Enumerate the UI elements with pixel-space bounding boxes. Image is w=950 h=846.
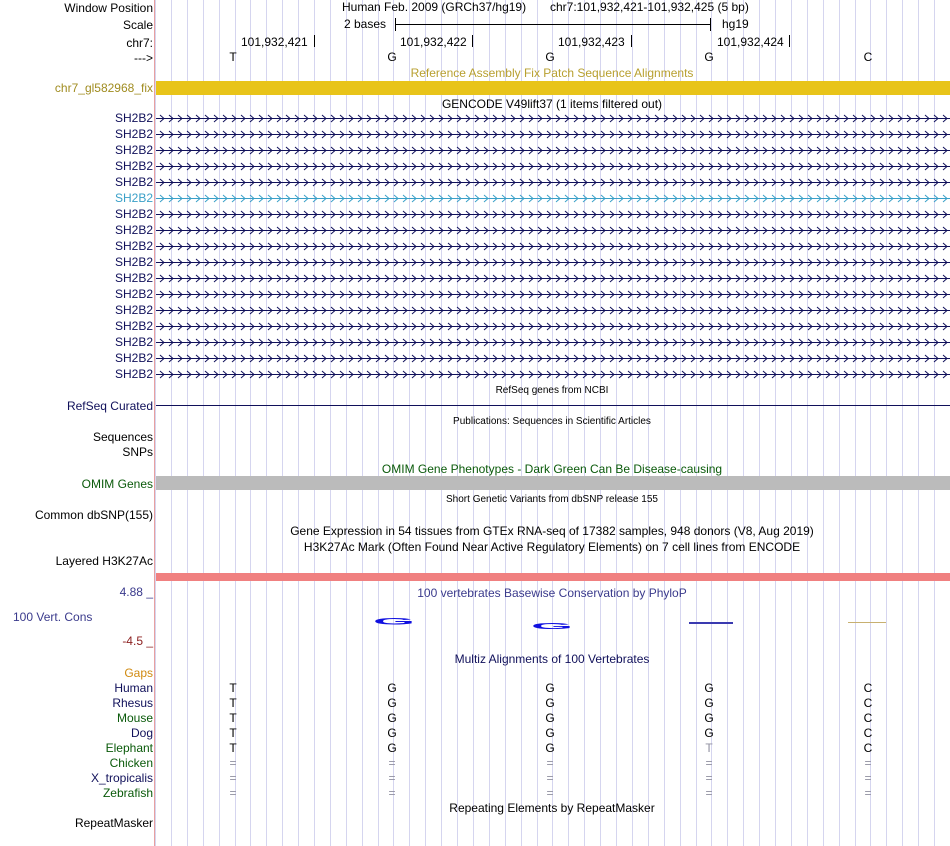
- species-label[interactable]: X_tropicalis: [90, 771, 153, 785]
- alignment-base: C: [863, 696, 873, 710]
- fix-patch-feature[interactable]: [156, 81, 950, 95]
- gencode-gene-label[interactable]: SH2B2: [114, 207, 153, 221]
- gencode-gene-feature[interactable]: [156, 160, 950, 173]
- grid-line: [727, 0, 728, 846]
- grid-line: [425, 0, 426, 846]
- ref-base: C: [863, 50, 873, 64]
- fix-patch-track-title: Reference Assembly Fix Patch Sequence Alignments: [410, 66, 694, 80]
- scale-bar-left-tick: [395, 18, 396, 31]
- gencode-gene-feature[interactable]: [156, 112, 950, 125]
- alignment-base: T: [229, 696, 237, 710]
- gencode-gene-label[interactable]: SH2B2: [114, 367, 153, 381]
- species-label[interactable]: Dog: [130, 726, 153, 740]
- scale-bar: [395, 24, 711, 25]
- publications-snps-label[interactable]: SNPs: [122, 445, 153, 459]
- gencode-gene-feature[interactable]: [156, 288, 950, 301]
- coord-label: 101,932,423: [558, 35, 625, 49]
- alignment-base: G: [704, 711, 714, 725]
- alignment-base: G: [704, 681, 714, 695]
- omim-track-title: OMIM Gene Phenotypes - Dark Green Can Be Disease-causing: [381, 462, 723, 476]
- alignment-base: T: [705, 741, 713, 755]
- fix-patch-track-label[interactable]: chr7_gl582968_fix: [54, 81, 153, 95]
- gencode-gene-feature[interactable]: [156, 208, 950, 221]
- species-label[interactable]: Elephant: [105, 741, 153, 755]
- species-label[interactable]: Zebrafish: [102, 786, 153, 800]
- coord-label: 101,932,421: [241, 35, 308, 49]
- species-label[interactable]: Chicken: [109, 756, 153, 770]
- alignment-base: G: [704, 726, 714, 740]
- dbsnp-track-label[interactable]: Common dbSNP(155): [34, 508, 153, 522]
- coord-tick: [631, 35, 632, 47]
- gencode-gene-feature[interactable]: [156, 224, 950, 237]
- phylop-max-label: 4.88 _: [119, 585, 153, 599]
- h3k27ac-track-title: H3K27Ac Mark (Often Found Near Active Regulatory Elements) on 7 cell lines from ENCODE: [303, 540, 801, 554]
- alignment-base: G: [545, 711, 555, 725]
- refseq-track-label[interactable]: RefSeq Curated: [66, 399, 153, 413]
- scale-value: 2 bases: [344, 17, 387, 31]
- gencode-gene-label[interactable]: SH2B2: [114, 143, 153, 157]
- alignment-base: C: [863, 711, 873, 725]
- alignment-base: G: [387, 711, 397, 725]
- grid-line: [696, 0, 697, 846]
- phylop-logo-small: [689, 622, 733, 624]
- position-range: chr7:101,932,421-101,932,425 (5 bp): [550, 0, 749, 14]
- grid-line: [680, 0, 681, 846]
- gencode-gene-feature[interactable]: [156, 256, 950, 269]
- gencode-gene-label[interactable]: SH2B2: [114, 239, 153, 253]
- alignment-base: T: [229, 681, 237, 695]
- grid-line: [839, 0, 840, 846]
- grid-line: [282, 0, 283, 846]
- grid-line: [266, 0, 267, 846]
- grid-line: [409, 0, 410, 846]
- gtex-track-title: Gene Expression in 54 tissues from GTEx RNA-seq of 17382 samples, 948 donors (V8, Aug 2019): [290, 524, 814, 538]
- gencode-gene-label[interactable]: SH2B2: [114, 335, 153, 349]
- multiz-track-title: Multiz Alignments of 100 Vertebrates: [454, 652, 650, 666]
- gencode-gene-label[interactable]: SH2B2: [114, 271, 153, 285]
- alignment-base: =: [388, 771, 396, 785]
- repeatmasker-track-title: Repeating Elements by RepeatMasker: [449, 801, 655, 815]
- gencode-gene-label[interactable]: SH2B2: [114, 111, 153, 125]
- scale-label: Scale: [122, 18, 153, 32]
- species-label[interactable]: Human: [114, 681, 153, 695]
- alignment-base: =: [705, 786, 713, 800]
- grid-line: [743, 0, 744, 846]
- grid-line: [934, 0, 935, 846]
- gencode-gene-feature[interactable]: [156, 352, 950, 365]
- gencode-gene-feature[interactable]: [156, 336, 950, 349]
- svg-text:G: G: [373, 617, 415, 626]
- refseq-feature-line[interactable]: [156, 405, 950, 406]
- grid-line: [791, 0, 792, 846]
- ref-base: T: [229, 50, 237, 64]
- publications-track-title: Publications: Sequences in Scientific Articles: [453, 416, 651, 427]
- alignment-base: =: [229, 786, 237, 800]
- refseq-track-title: RefSeq genes from NCBI: [495, 385, 609, 396]
- alignment-base: =: [705, 756, 713, 770]
- phylop-logo-g: [530, 618, 574, 629]
- grid-line: [219, 0, 220, 846]
- phylop-track-label[interactable]: 100 Vert. Cons: [13, 610, 93, 624]
- grid-line: [441, 0, 442, 846]
- gencode-gene-feature[interactable]: [156, 144, 950, 157]
- gencode-gene-label[interactable]: SH2B2: [114, 191, 153, 205]
- chrom-label: chr7:: [126, 36, 153, 50]
- alignment-base: C: [863, 726, 873, 740]
- alignment-base: =: [546, 771, 554, 785]
- grid-line: [155, 0, 156, 846]
- alignment-base: G: [704, 696, 714, 710]
- grid-line: [378, 0, 379, 846]
- gencode-gene-label[interactable]: SH2B2: [114, 159, 153, 173]
- alignment-base: G: [387, 726, 397, 740]
- alignment-base: G: [545, 741, 555, 755]
- ref-base: G: [704, 50, 714, 64]
- grid-line: [362, 0, 363, 846]
- gencode-gene-feature[interactable]: [156, 368, 950, 381]
- grid-line: [759, 0, 760, 846]
- scale-db: hg19: [722, 17, 749, 31]
- gencode-gene-label[interactable]: SH2B2: [114, 351, 153, 365]
- strand-label: --->: [134, 51, 153, 65]
- gencode-gene-feature[interactable]: [156, 304, 950, 317]
- gencode-gene-label[interactable]: SH2B2: [114, 255, 153, 269]
- alignment-base: C: [863, 681, 873, 695]
- alignment-base: =: [229, 771, 237, 785]
- phylop-logo-small: [848, 622, 886, 623]
- h3k27ac-signal-bar[interactable]: [156, 573, 950, 581]
- phylop-logo-g: [372, 615, 416, 624]
- alignment-base: C: [863, 741, 873, 755]
- alignment-base: =: [546, 756, 554, 770]
- coord-tick: [314, 35, 315, 47]
- coord-label: 101,932,424: [717, 35, 784, 49]
- grid-line: [902, 0, 903, 846]
- alignment-base: G: [387, 741, 397, 755]
- gencode-gene-label[interactable]: SH2B2: [114, 319, 153, 333]
- grid-line: [203, 0, 204, 846]
- alignment-base: T: [229, 741, 237, 755]
- gencode-gene-feature[interactable]: [156, 176, 950, 189]
- grid-line: [823, 0, 824, 846]
- alignment-base: G: [387, 696, 397, 710]
- window-position-label: Window Position: [64, 1, 153, 15]
- alignment-base: =: [864, 771, 872, 785]
- grid-line: [330, 0, 331, 846]
- alignment-base: =: [229, 756, 237, 770]
- phylop-track-title: 100 vertebrates Basewise Conservation by PhyloP: [417, 586, 687, 600]
- alignment-base: =: [705, 771, 713, 785]
- grid-line: [664, 0, 665, 846]
- gencode-gene-feature[interactable]: [156, 320, 950, 333]
- publications-sequences-label[interactable]: Sequences: [92, 430, 153, 444]
- alignment-base: =: [864, 756, 872, 770]
- alignment-base: G: [545, 726, 555, 740]
- grid-line: [918, 0, 919, 846]
- ref-base: G: [545, 50, 555, 64]
- gaps-label[interactable]: Gaps: [124, 666, 153, 680]
- scale-bar-right-tick: [710, 18, 711, 31]
- repeatmasker-track-label[interactable]: RepeatMasker: [74, 816, 153, 830]
- assembly-name: Human Feb. 2009 (GRCh37/hg19): [342, 0, 527, 14]
- grid-line: [886, 0, 887, 846]
- coord-tick: [472, 35, 473, 47]
- grid-line: [775, 0, 776, 846]
- species-label[interactable]: Rhesus: [112, 696, 153, 710]
- gencode-gene-label[interactable]: SH2B2: [114, 175, 153, 189]
- gencode-gene-label[interactable]: SH2B2: [114, 127, 153, 141]
- label-divider: [154, 0, 155, 846]
- gencode-track-title: GENCODE V49lift37 (1 items filtered out): [441, 97, 663, 111]
- gencode-gene-feature[interactable]: [156, 240, 950, 253]
- gencode-gene-label[interactable]: SH2B2: [114, 223, 153, 237]
- alignment-base: =: [388, 756, 396, 770]
- gencode-gene-feature[interactable]: [156, 128, 950, 141]
- alignment-base: =: [546, 786, 554, 800]
- grid-line: [298, 0, 299, 846]
- h3k27ac-track-label[interactable]: Layered H3K27Ac: [55, 554, 153, 568]
- omim-track-label[interactable]: OMIM Genes: [81, 477, 153, 491]
- coord-tick: [789, 35, 790, 47]
- grid-line: [187, 0, 188, 846]
- grid-line: [250, 0, 251, 846]
- gencode-gene-feature[interactable]: [156, 272, 950, 285]
- alignment-base: T: [229, 711, 237, 725]
- alignment-base: G: [545, 696, 555, 710]
- alignment-base: T: [229, 726, 237, 740]
- alignment-base: =: [864, 786, 872, 800]
- grid-line: [346, 0, 347, 846]
- gencode-gene-label[interactable]: SH2B2: [114, 287, 153, 301]
- gencode-gene-feature[interactable]: [156, 192, 950, 205]
- coord-label: 101,932,422: [400, 35, 467, 49]
- dbsnp-track-title: Short Genetic Variants from dbSNP release 155: [446, 494, 658, 505]
- species-label[interactable]: Mouse: [116, 711, 153, 725]
- gencode-gene-label[interactable]: SH2B2: [114, 303, 153, 317]
- alignment-base: =: [388, 786, 396, 800]
- grid-line: [807, 0, 808, 846]
- grid-line: [171, 0, 172, 846]
- alignment-base: G: [387, 681, 397, 695]
- ref-base: G: [387, 50, 397, 64]
- grid-line: [314, 0, 315, 846]
- omim-feature[interactable]: [156, 476, 950, 490]
- alignment-base: G: [545, 681, 555, 695]
- grid-line: [855, 0, 856, 846]
- svg-text:G: G: [531, 623, 573, 629]
- phylop-min-label: -4.5 _: [122, 634, 153, 648]
